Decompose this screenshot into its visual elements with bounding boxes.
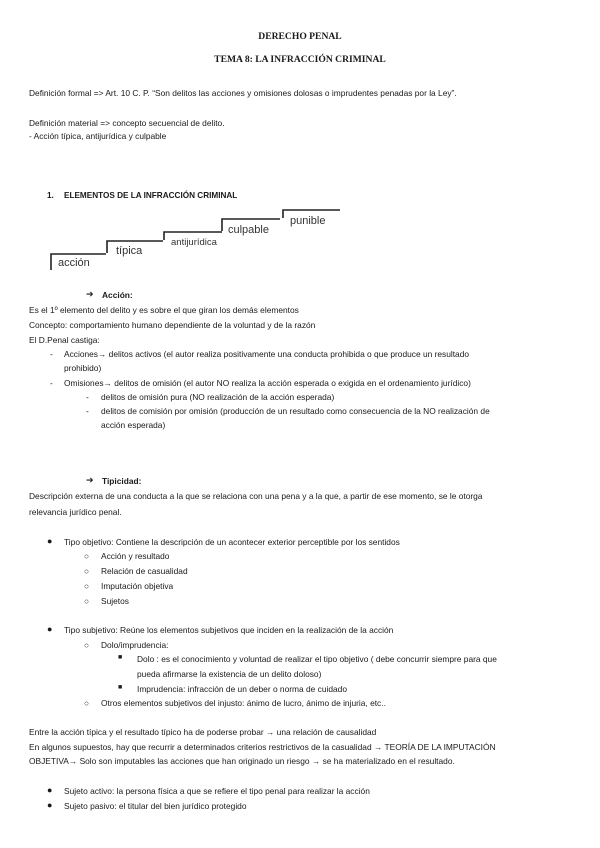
tipicidad-description-cont: relevancia jurídico penal. bbox=[29, 507, 122, 517]
arrow-icon: ➔ bbox=[86, 475, 94, 485]
bullet-icon: ● bbox=[47, 624, 53, 634]
circle-bullet-icon: ○ bbox=[84, 581, 90, 591]
causalidad-line-3: OBJETIVA→ Solo son imputables las acciones que han originado un riesgo → se ha materializado en el resultado. bbox=[29, 756, 455, 766]
material-definition-item: - Acción típica, antijurídica y culpable bbox=[29, 131, 167, 141]
step-label-accion: acción bbox=[58, 257, 90, 269]
acciones-item: Acciones→ delitos activos (el autor realiza positivamente una conducta prohibida o que produce un resultado bbox=[64, 349, 470, 359]
tipicidad-description: Descripción externa de una conducta a la que se relaciona con una pena y a la que, a partir de ese momento, se le otorga bbox=[29, 491, 483, 501]
section-number: 1. bbox=[47, 191, 54, 200]
dolo-imprudencia: Dolo/imprudencia: bbox=[101, 640, 169, 650]
dolo-definition: Dolo : es el conocimiento y voluntad de realizar el tipo objetivo ( debe concurrir siempre para que bbox=[137, 654, 497, 664]
dash-bullet: - bbox=[86, 392, 89, 402]
circle-bullet-icon: ○ bbox=[84, 596, 90, 606]
square-bullet-icon: ■ bbox=[118, 654, 123, 661]
bullet-icon: ● bbox=[47, 800, 53, 810]
sujeto-activo: Sujeto activo: la persona física a que se refiere el tipo penal para realizar la acción bbox=[64, 786, 370, 796]
comision-omision-item-cont: acción esperada) bbox=[101, 420, 166, 430]
dash-bullet: - bbox=[50, 349, 53, 359]
section-heading: ELEMENTOS DE LA INFRACCIÓN CRIMINAL bbox=[64, 191, 238, 200]
tipo-objetivo: Tipo objetivo: Contiene la descripción de un acontecer exterior perceptible por los sentidos bbox=[64, 537, 400, 547]
material-definition: Definición material => concepto secuencial de delito. bbox=[29, 118, 225, 128]
sujeto-pasivo: Sujeto pasivo: el titular del bien jurídico protegido bbox=[64, 801, 247, 811]
circle-bullet-icon: ○ bbox=[84, 698, 90, 708]
circle-bullet-icon: ○ bbox=[84, 551, 90, 561]
objetivo-item: Relación de casualidad bbox=[101, 566, 188, 576]
tipo-subjetivo: Tipo subjetivo: Reúne los elementos subjetivos que inciden en la realización de la acción bbox=[64, 625, 394, 635]
accion-heading: Acción: bbox=[102, 290, 133, 300]
dash-bullet: - bbox=[50, 378, 53, 388]
objetivo-item: Acción y resultado bbox=[101, 551, 170, 561]
accion-line-2: Concepto: comportamiento humano dependiente de la voluntad y de la razón bbox=[29, 320, 316, 330]
formal-definition: Definición formal => Art. 10 C. P. “Son delitos las acciones y omisiones dolosas o imprudentes penadas por la Ley”. bbox=[29, 88, 457, 98]
step-label-culpable: culpable bbox=[228, 224, 269, 236]
circle-bullet-icon: ○ bbox=[84, 640, 90, 650]
accion-line-1: Es el 1º elemento del delito y es sobre el que giran los demás elementos bbox=[29, 305, 299, 315]
step-label-tipica: típica bbox=[116, 245, 143, 257]
objetivo-item: Imputación objetiva bbox=[101, 581, 174, 591]
comision-omision-item: delitos de comisión por omisión (producción de un resultado como consecuencia de la NO realización de bbox=[101, 406, 490, 416]
dash-bullet: - bbox=[86, 406, 89, 416]
otros-elementos: Otros elementos subjetivos del injusto: ánimo de lucro, ánimo de injuria, etc.. bbox=[101, 698, 386, 708]
square-bullet-icon: ■ bbox=[118, 684, 123, 691]
omisiones-item: Omisiones→ delitos de omisión (el autor NO realiza la acción esperada o exigida en el ordenamiento jurídico) bbox=[64, 378, 471, 388]
accion-line-3: El D.Penal castiga: bbox=[29, 335, 100, 345]
omision-pura-item: delitos de omisión pura (NO realización de la acción esperada) bbox=[101, 392, 335, 402]
bullet-icon: ● bbox=[47, 785, 53, 795]
step-label-antijuridica: antijurídica bbox=[171, 237, 217, 248]
causalidad-line-1: Entre la acción típica y el resultado típico ha de poderse probar → una relación de causalidad bbox=[29, 727, 377, 737]
dolo-definition-cont: pueda afirmarse la existencia de un delito doloso) bbox=[137, 669, 322, 679]
document-title: DERECHO PENAL bbox=[258, 31, 342, 42]
objetivo-item: Sujetos bbox=[101, 596, 129, 606]
causalidad-line-2: En algunos supuestos, hay que recurrir a determinados criterios restrictivos de la casualidad → TEORÍA DE LA IMPUTACIÓN bbox=[29, 742, 496, 752]
arrow-icon: ➔ bbox=[86, 289, 94, 299]
tipicidad-heading: Tipicidad: bbox=[102, 476, 142, 486]
imprudencia-definition: Imprudencia: infracción de un deber o norma de cuidado bbox=[137, 684, 347, 694]
circle-bullet-icon: ○ bbox=[84, 566, 90, 576]
step-label-punible: punible bbox=[290, 215, 326, 227]
elements-staircase-diagram bbox=[50, 208, 350, 273]
bullet-icon: ● bbox=[47, 536, 53, 546]
document-subtitle: TEMA 8: LA INFRACCIÓN CRIMINAL bbox=[214, 54, 386, 65]
acciones-item-cont: prohibido) bbox=[64, 363, 102, 373]
